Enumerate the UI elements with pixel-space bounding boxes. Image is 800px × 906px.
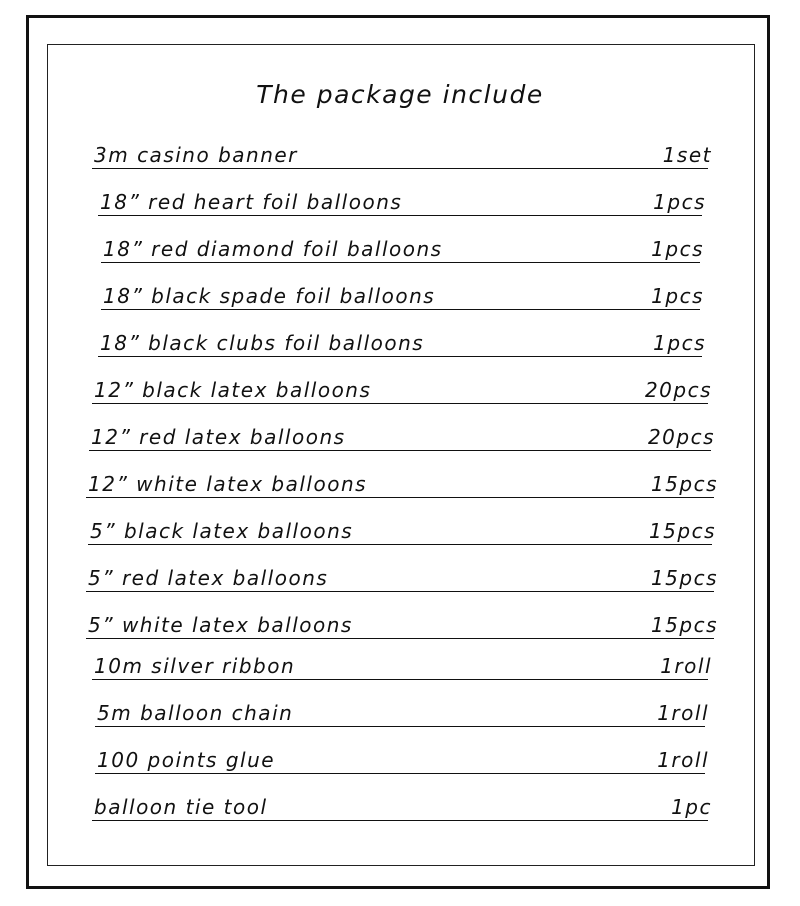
list-item bbox=[98, 186, 706, 216]
item-quantity: 1pc bbox=[671, 795, 712, 819]
item-name: balloon tie tool bbox=[94, 795, 268, 819]
item-name: 12” white latex balloons bbox=[88, 472, 368, 496]
list-item bbox=[98, 327, 706, 357]
list-item bbox=[86, 468, 718, 498]
item-name: 18” black clubs foil balloons bbox=[100, 331, 425, 355]
item-quantity: 1roll bbox=[657, 701, 709, 725]
item-name: 5” black latex balloons bbox=[90, 519, 354, 543]
item-quantity: 1roll bbox=[660, 654, 712, 678]
item-quantity: 1pcs bbox=[653, 190, 706, 214]
item-quantity: 20pcs bbox=[647, 425, 715, 449]
list-item bbox=[86, 562, 718, 592]
item-name: 18” black spade foil balloons bbox=[103, 284, 436, 308]
list-item bbox=[92, 139, 712, 169]
list-item bbox=[95, 697, 709, 727]
package-title: The package include bbox=[256, 80, 544, 109]
item-name: 5” red latex balloons bbox=[88, 566, 329, 590]
list-item bbox=[92, 374, 712, 404]
item-name: 5m balloon chain bbox=[97, 701, 294, 725]
item-name: 3m casino banner bbox=[94, 143, 298, 167]
item-name: 18” red heart foil balloons bbox=[100, 190, 403, 214]
item-quantity: 15pcs bbox=[650, 613, 718, 637]
item-quantity: 1pcs bbox=[653, 331, 706, 355]
list-item bbox=[89, 421, 715, 451]
list-item bbox=[86, 609, 718, 639]
item-quantity: 1pcs bbox=[651, 237, 704, 261]
item-name: 12” black latex balloons bbox=[94, 378, 372, 402]
item-quantity: 15pcs bbox=[650, 566, 718, 590]
list-item bbox=[95, 744, 709, 774]
list-item bbox=[101, 233, 704, 263]
item-quantity: 15pcs bbox=[648, 519, 716, 543]
list-item bbox=[88, 515, 716, 545]
item-quantity: 20pcs bbox=[644, 378, 712, 402]
item-quantity: 1roll bbox=[657, 748, 709, 772]
item-name: 10m silver ribbon bbox=[94, 654, 296, 678]
list-item bbox=[92, 791, 712, 821]
item-name: 18” red diamond foil balloons bbox=[103, 237, 443, 261]
item-quantity: 1set bbox=[662, 143, 712, 167]
list-item bbox=[101, 280, 704, 310]
item-name: 100 points glue bbox=[97, 748, 276, 772]
item-name: 12” red latex balloons bbox=[91, 425, 346, 449]
item-name: 5” white latex balloons bbox=[88, 613, 353, 637]
item-quantity: 1pcs bbox=[651, 284, 704, 308]
item-quantity: 15pcs bbox=[650, 472, 718, 496]
list-item bbox=[92, 650, 712, 680]
